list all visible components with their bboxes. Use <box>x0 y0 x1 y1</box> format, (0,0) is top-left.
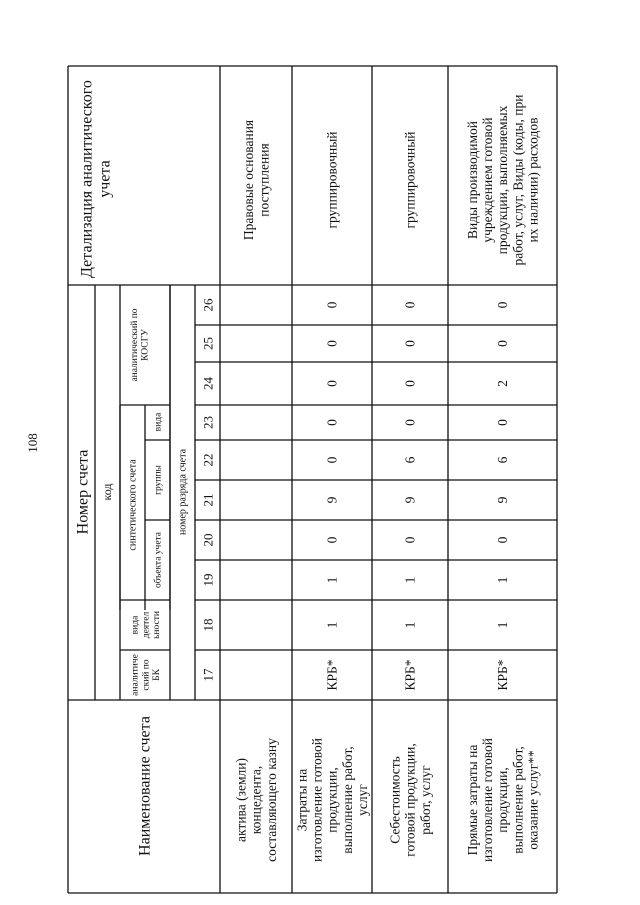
digit-column-label-line: 22 <box>200 453 216 467</box>
row-digit-cell-line: 0 <box>324 340 340 347</box>
digit-column-label-line: 17 <box>200 668 216 682</box>
digit-column-label <box>201 534 216 547</box>
row-digit-cell <box>495 577 510 584</box>
header-account-object <box>152 531 163 588</box>
row-detail <box>403 131 418 228</box>
header-analytic-bk <box>131 654 162 696</box>
header-code <box>100 484 114 501</box>
page-number: 108 <box>25 433 40 453</box>
header-detail-line: Детализация аналитического <box>78 80 96 278</box>
row-account-name-line: Себестоимость <box>387 756 403 844</box>
row-account-name <box>234 738 279 862</box>
digit-column-label-line: 26 <box>200 298 216 312</box>
row-account-name-line: актива (земли) <box>233 758 249 842</box>
row-digit-cell <box>495 340 510 347</box>
header-analytic-bk-line: аналитиче <box>130 654 141 696</box>
row-detail-line: группировочный <box>324 131 340 229</box>
row-account-name-line: изготовление готовой <box>309 737 325 863</box>
row-account-name-line: изготовление готовой <box>480 737 496 863</box>
digit-column-label-line: 24 <box>200 377 216 390</box>
row-digit-cell <box>325 622 340 629</box>
header-activity-type-line: вида <box>130 615 141 635</box>
row-digit-cell-line: 1 <box>402 576 418 584</box>
header-digit-number <box>178 448 189 535</box>
digit-column-label <box>201 377 216 391</box>
row-digit-cell <box>325 659 340 690</box>
digit-column-label <box>201 668 216 682</box>
header-detail <box>79 80 114 278</box>
header-code-line: код <box>100 483 115 501</box>
header-activity-type-line: ьности <box>152 611 162 639</box>
row-digit-cell-line: 0 <box>324 380 340 387</box>
row-account-name-line: Прямые затраты на <box>465 744 480 856</box>
row-account-name-line: продукции, <box>324 767 340 833</box>
header-group-line: группы <box>153 465 164 495</box>
header-detail-line: учета <box>96 160 114 198</box>
row-digit-cell <box>495 456 510 463</box>
row-detail-line: Виды производимой <box>465 120 480 240</box>
row-detail <box>465 95 541 266</box>
digit-column-label <box>201 574 216 587</box>
row-digit-cell <box>325 456 340 463</box>
row-account-name-line: услуг <box>355 784 370 816</box>
row-digit-cell-line: 0 <box>495 301 511 309</box>
row-digit-cell <box>325 496 340 503</box>
row-digit-cell-line: 1 <box>324 621 340 629</box>
row-digit-cell <box>495 622 510 629</box>
digit-column-label-line: 19 <box>200 573 216 587</box>
digit-column-label <box>201 416 216 429</box>
row-digit-cell <box>403 659 418 690</box>
row-digit-cell-line: КРБ* <box>495 659 511 691</box>
row-digit-cell-line: 1 <box>402 621 418 629</box>
header-analytic-kosgu-line: КОСГУ <box>140 329 151 361</box>
row-digit-cell-line: 0 <box>324 301 340 309</box>
row-digit-cell-line: 0 <box>495 536 511 544</box>
row-account-name-line: составляющего казну <box>263 738 279 862</box>
header-synthetic-line: синтетического счета <box>127 459 139 551</box>
row-digit-cell-line: 6 <box>402 456 418 464</box>
row-digit-cell <box>403 622 418 629</box>
digit-column-label <box>201 494 216 507</box>
row-detail-line: продукции, выполняемых <box>495 105 511 255</box>
digit-column-label-line: 25 <box>200 337 216 350</box>
header-digit-number-line: номер разряда счета <box>177 448 189 536</box>
header-synthetic <box>128 459 139 551</box>
row-digit-cell-line: 0 <box>495 340 511 347</box>
header-analytic-kosgu <box>129 308 151 381</box>
header-kind-line: вида <box>153 412 164 432</box>
digit-column-label <box>201 619 216 632</box>
row-detail <box>241 120 271 240</box>
row-digit-cell-line: 9 <box>402 496 418 504</box>
digit-column-label-line: 21 <box>200 493 216 507</box>
header-activity-type <box>131 611 162 639</box>
row-digit-cell <box>325 419 340 426</box>
row-detail-line: поступления <box>256 143 272 217</box>
row-digit-cell-line: 0 <box>324 419 340 426</box>
row-account-name-line: оказание услуг** <box>525 750 541 850</box>
row-digit-cell-line: 6 <box>495 456 511 464</box>
header-analytic-bk-line: ский по <box>141 659 152 691</box>
row-detail-line: их наличии) расходов <box>525 117 541 243</box>
row-digit-cell <box>403 419 418 426</box>
row-digit-cell-line: КРБ* <box>324 659 340 691</box>
row-digit-cell <box>325 380 340 387</box>
row-digit-cell <box>403 496 418 503</box>
header-account-name <box>137 716 154 856</box>
row-detail-line: группировочный <box>402 131 418 229</box>
row-digit-cell <box>403 301 418 308</box>
row-digit-cell <box>495 419 510 426</box>
row-account-name <box>465 738 541 862</box>
row-digit-cell-line: КРБ* <box>402 659 418 691</box>
row-digit-cell-line: 2 <box>495 380 511 387</box>
header-analytic-bk-line: БК <box>152 669 162 681</box>
row-digit-cell <box>325 536 340 543</box>
row-account-name-line: продукции, <box>495 767 511 833</box>
digit-column-label-line: 18 <box>200 618 216 632</box>
row-digit-cell-line: 9 <box>495 496 511 504</box>
row-digit-cell <box>325 340 340 347</box>
row-detail-line: учреждением готовой <box>480 117 496 243</box>
row-digit-cell-line: 9 <box>324 496 340 504</box>
header-kind <box>153 412 163 431</box>
row-detail-line: Правовые основания <box>241 119 257 241</box>
row-digit-cell-line: 1 <box>495 621 511 629</box>
digit-column-label <box>201 337 216 350</box>
row-digit-cell <box>403 536 418 543</box>
row-digit-cell <box>495 536 510 543</box>
header-group <box>153 464 163 494</box>
row-account-name-line: концедента, <box>248 765 264 835</box>
row-digit-cell-line: 0 <box>324 456 340 464</box>
row-digit-cell <box>403 380 418 387</box>
header-account-object-line: объекта учета <box>153 531 164 589</box>
row-digit-cell-line: 0 <box>402 340 418 347</box>
row-account-name <box>388 743 433 856</box>
row-account-name <box>295 738 371 862</box>
row-digit-cell <box>325 577 340 584</box>
row-digit-cell <box>495 301 510 308</box>
row-detail-line: работ, услуг, Виды (коды, при <box>510 94 526 266</box>
row-digit-cell <box>403 577 418 584</box>
digit-column-label <box>201 454 216 467</box>
row-digit-cell-line: 1 <box>324 576 340 584</box>
header-account-number-line: Номер счета <box>74 449 92 535</box>
row-digit-cell-line: 0 <box>495 419 511 426</box>
row-digit-cell-line: 0 <box>402 301 418 309</box>
row-digit-cell <box>403 340 418 347</box>
header-account-number <box>75 450 92 535</box>
row-digit-cell-line: 0 <box>402 536 418 544</box>
header-account-name-line: Наименование счета <box>136 716 154 856</box>
row-digit-cell <box>495 380 510 387</box>
row-account-name-line: работ, услуг <box>417 765 433 835</box>
digit-column-label-line: 23 <box>200 416 216 429</box>
row-digit-cell <box>495 659 510 690</box>
header-analytic-kosgu-line: аналитический по <box>130 308 140 382</box>
row-digit-cell <box>325 301 340 308</box>
row-digit-cell <box>495 496 510 503</box>
row-detail <box>325 131 340 228</box>
row-digit-cell-line: 0 <box>402 419 418 426</box>
row-account-name-line: выполнение работ, <box>339 746 355 854</box>
row-digit-cell-line: 0 <box>402 380 418 387</box>
row-account-name-line: выполнение работ, <box>510 746 526 854</box>
digit-column-label <box>201 298 216 312</box>
row-account-name-line: Затраты на <box>294 768 310 832</box>
row-account-name-line: готовой продукции, <box>402 743 418 857</box>
row-digit-cell-line: 1 <box>495 576 511 584</box>
digit-column-label-line: 20 <box>200 533 216 547</box>
header-activity-type-line: деятел <box>141 611 152 639</box>
row-digit-cell-line: 0 <box>324 536 340 544</box>
row-digit-cell <box>403 456 418 463</box>
